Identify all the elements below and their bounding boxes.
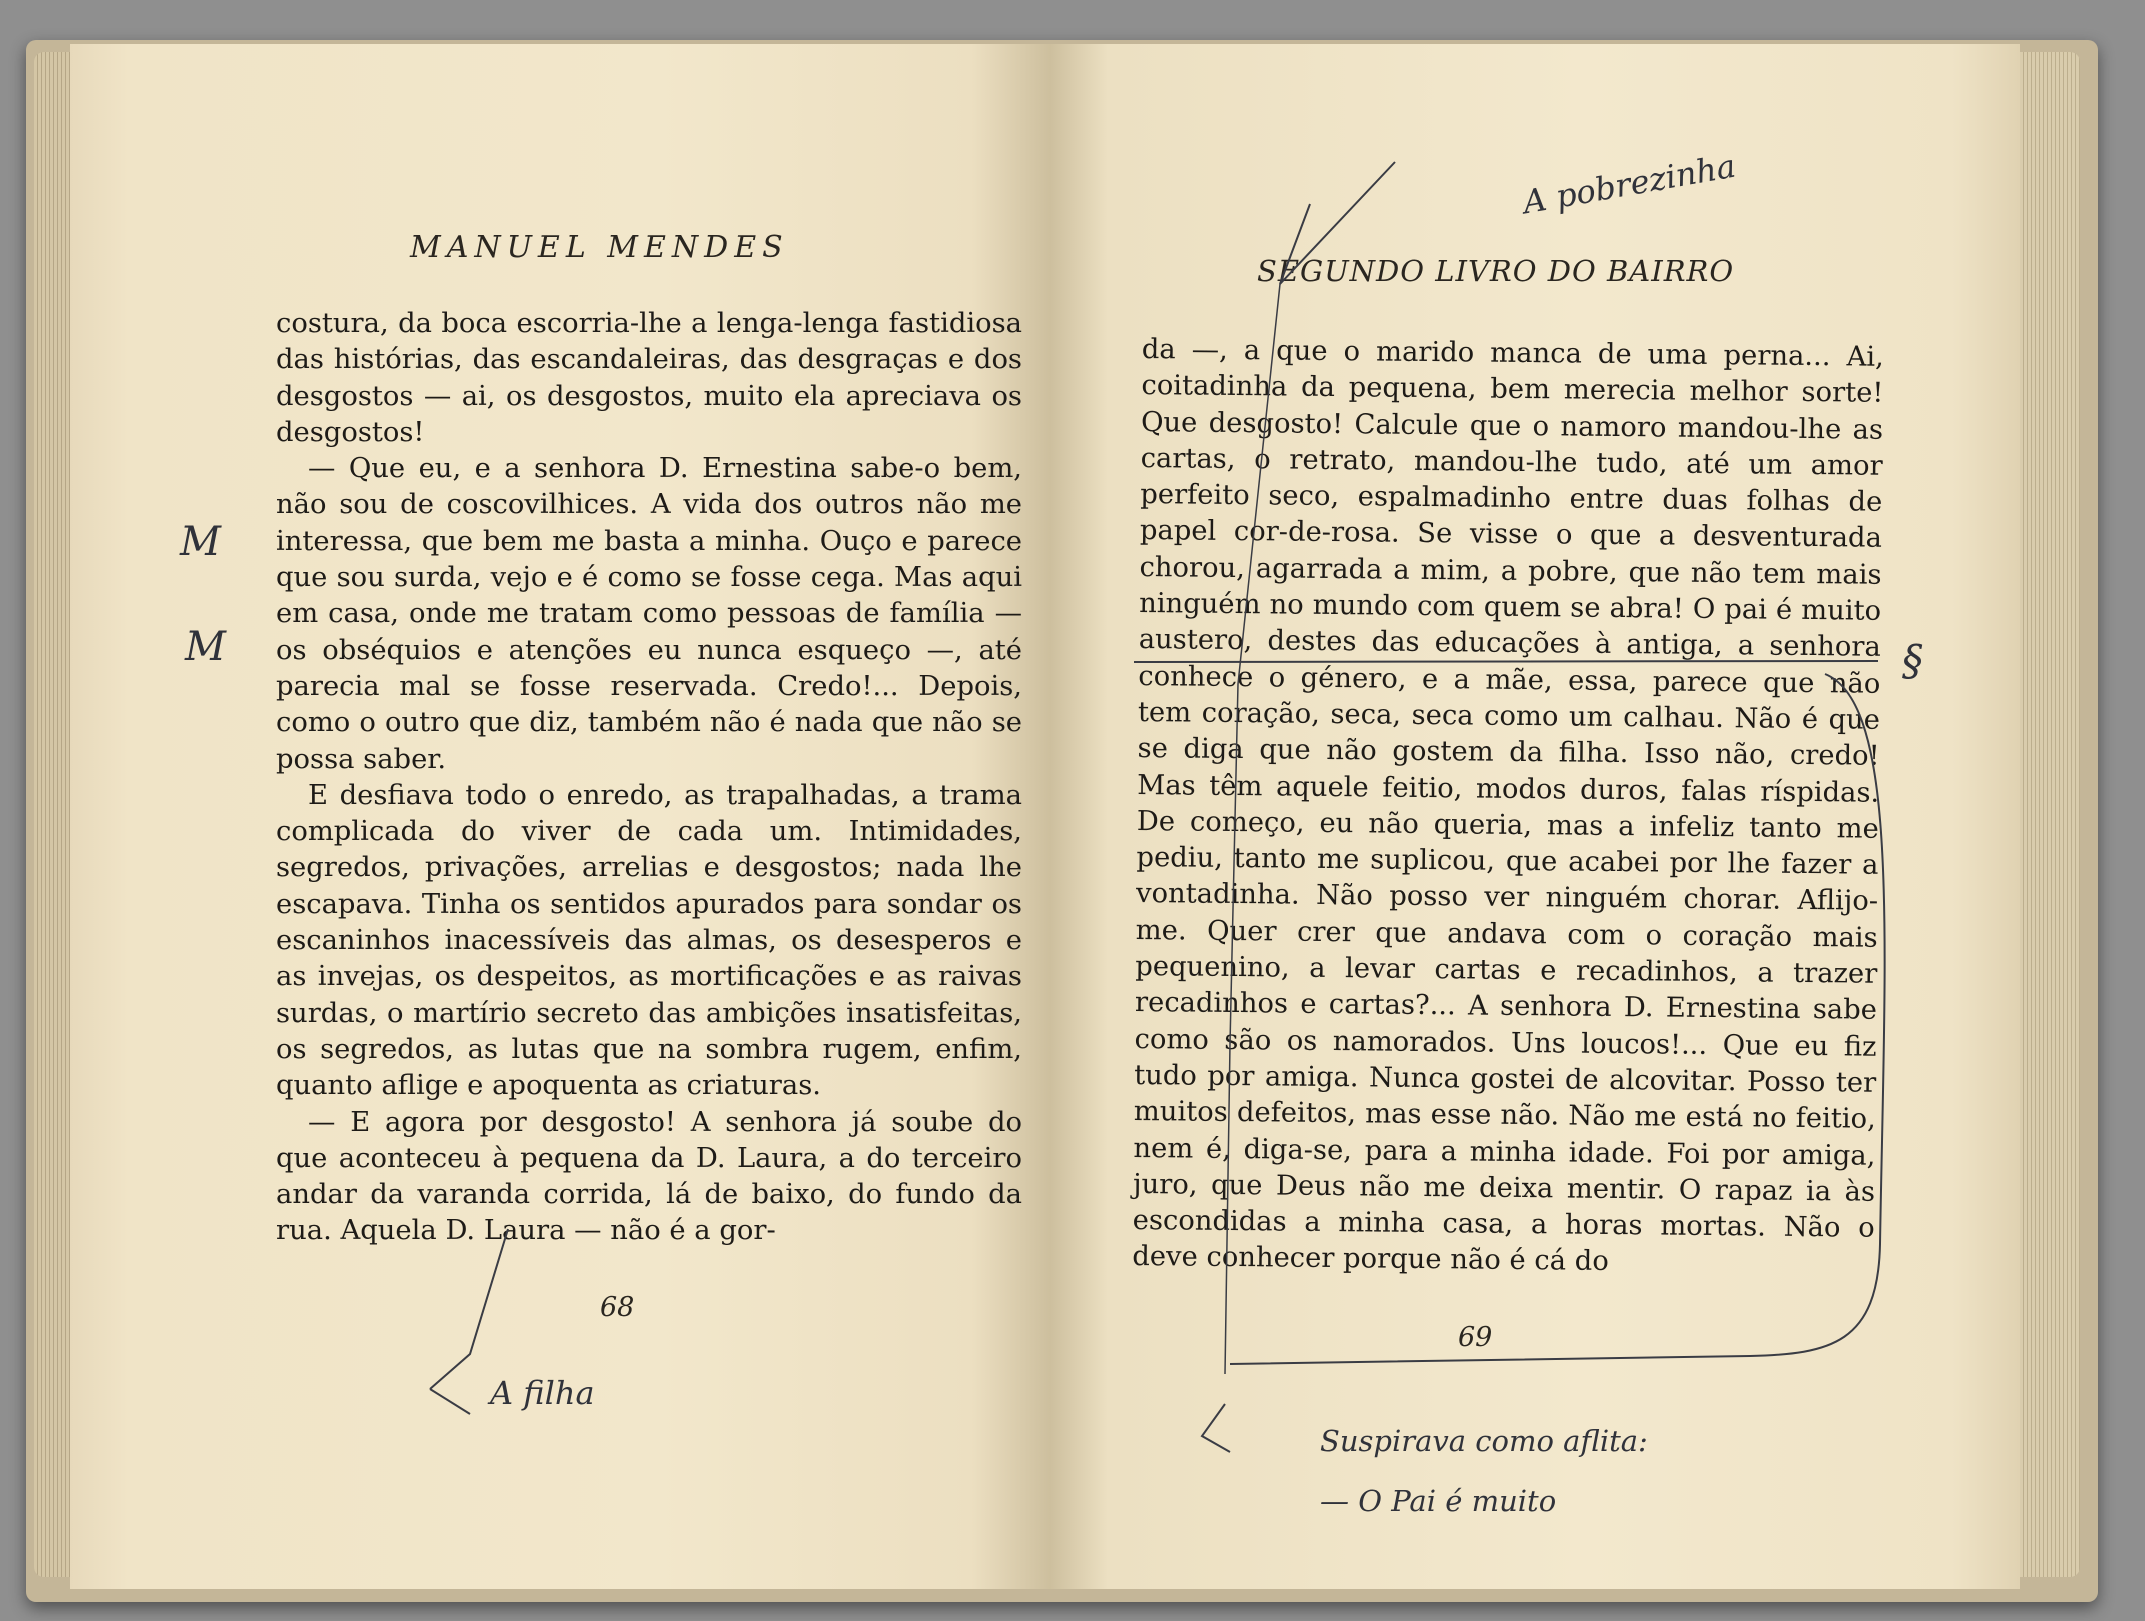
handwritten-note-pobrezinha: A pobrezinha [1520,146,1739,222]
right-page [1050,44,2020,1589]
right-page-edges [2020,52,2080,1577]
left-body-text [276,306,1022,1250]
left-page-number: 68 [600,1292,635,1323]
paragraph: E desfiava todo o enredo, as trapalhadas, a trama complicada do viver de cada um. Intimidades, segredos, privações, arrelias e desgostos; nada lhe escapava. Tinha os sentidos apurados para sondar os escaninhos inacessíveis das almas, os desesperos e as invejas, os despeitos, as mortificações e as raivas surdas, o martírio secreto das ambições insatisfeitas, os segredos, as lutas que na sombra rugem, enfim, quanto aflige e apoquenta as criaturas. [276,779,1022,1102]
paragraph: — E agora por desgosto! A senhora já soube do que aconteceu à pequena da D. Laura, a do terceiro andar da varanda corrida, lá de baixo, do fundo da rua. Aquela D. Laura — não é a gor- [276,1106,1022,1247]
paragraph: da —, a que o marido manca de uma perna... Ai, coitadinha da pequena, bem merecia melhor sorte! Que desgosto! Calcule que o namoro mandou-lhe as cartas, o retrato, mandou-lhe tudo, até um amor perfeito seco, espalmadinho entre duas folhas de papel cor-de-rosa. Se visse o que a desventurada chorou, agarrada a mim, a pobre, que não tem mais ninguém no mundo com quem se abra! O pai é muito austero, destes das educações à antiga, a senhora conhece o género, e a mãe, essa, parece que não tem coração, seca, seca como um calhau. Não é que se diga que não gostem da filha. Isso não, credo! Mas têm aquele feitio, modos duros, falas ríspidas. De começo, eu não queria, mas a infeliz tanto me pediu, tanto me suplicou, que acabei por lhe fazer a vontadinha. Não posso ver ninguém chorar. Aflijo-me. Quer crer que andava com o coração mais pequenino, a levar cartas e recadinhos, a trazer recadinhos e cartas?... A senhora D. Ernestina sabe como são os namorados. Uns loucos!... Que eu fiz tudo por amiga. Nunca gostei de alcovitar. Posso ter muitos defeitos, mas esse não. Não me está no feitio, nem é, diga-se, para a minha idade. Foi por amiga, juro, que Deus não me deixa mentir. O rapaz ia às escondidas a minha casa, a horas mortas. Não o deve conhecer porque não é cá do [1132,333,1884,1278]
paragraph: costura, da boca escorria-lhe a lenga-lenga fastidiosa das histórias, das escandaleiras, das desgraças e dos desgostos — ai, os desgostos, muito ela apreciava os desgostos! [276,308,1022,448]
handwritten-note-line-2: — O Pai é muito [1320,1484,1557,1518]
left-page-edges [34,52,74,1577]
left-running-head: MANUEL MENDES [410,230,789,265]
handwritten-note-filha: A filha [490,1374,595,1412]
right-page-number: 69 [1458,1322,1493,1353]
margin-note: M [185,624,226,670]
margin-note: M [180,519,221,565]
paragraph: — Que eu, e a senhora D. Ernestina sabe-o bem, não sou de coscovilhices. A vida dos outros não me interessa, que bem me basta a minha. Ouço e parece que sou surda, vejo e é como se fosse cega. Mas aqui em casa, onde me tratam como pessoas de família — os obséquios e atenções eu nunca esqueço —, até parecia mal se fosse reservada. Credo!... Depois, como o outro que diz, também não é nada que não se possa saber. [276,453,1022,775]
left-page [70,44,1050,1589]
right-running-head: SEGUNDO LIVRO DO BAIRRO [1257,254,1735,288]
margin-note-section: § [1902,636,1923,685]
right-body-text [1132,332,1884,1283]
handwritten-note-line-1: Suspirava como aflita: [1320,1424,1648,1458]
